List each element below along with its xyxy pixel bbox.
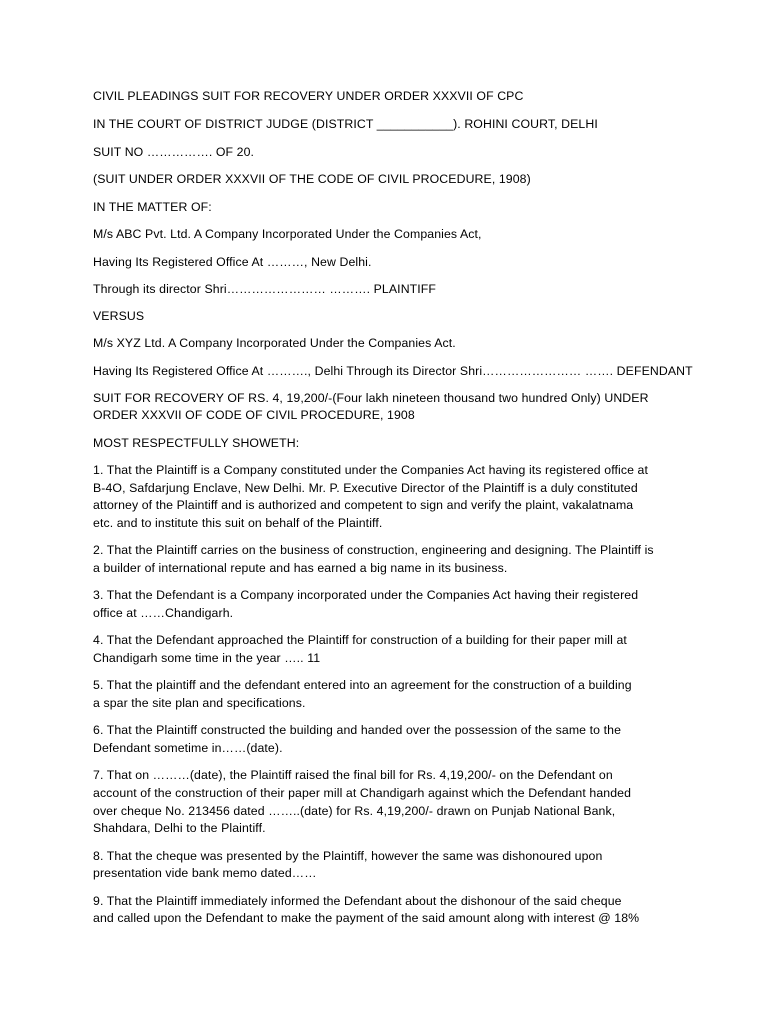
paragraph-line: 3. That the Defendant is a Company incorporated under the Companies Act having their registered [93, 588, 639, 602]
suit-title-line: SUIT FOR RECOVERY OF RS. 4, 19,200/-(Four lakh nineteen thousand two hundred Only) UNDER [93, 391, 649, 405]
paragraph-line: 9. That the Plaintiff immediately informed the Defendant about the dishonour of the said cheque [93, 894, 622, 908]
paragraph-line: Shahdara, Delhi to the Plaintiff. [93, 821, 266, 835]
suit-title-line: ORDER XXXVII OF CODE OF CIVIL PROCEDURE, 1908 [93, 408, 415, 422]
plaintiff-office: Having Its Registered Office At ………, New Delhi. [93, 255, 372, 269]
paragraph-line: presentation vide bank memo dated…… [93, 866, 317, 880]
paragraph-line: office at ……Chandigarh. [93, 606, 234, 620]
suit-type: (SUIT UNDER ORDER XXXVII OF THE CODE OF CIVIL PROCEDURE, 1908) [93, 172, 531, 186]
versus-label: VERSUS [93, 309, 145, 323]
plaintiff-name: M/s ABC Pvt. Ltd. A Company Incorporated Under the Companies Act, [93, 227, 482, 241]
paragraph-line: over cheque No. 213456 dated ……..(date) for Rs. 4,19,200/- drawn on Punjab National Bank, [93, 804, 616, 818]
paragraph-line: etc. and to institute this suit on behalf of the Plaintiff. [93, 516, 383, 530]
paragraph-line: 5. That the plaintiff and the defendant entered into an agreement for the construction of a building [93, 678, 632, 692]
paragraph-line: B-4O, Safdarjung Enclave, New Delhi. Mr. P. Executive Director of the Plaintiff is a duly constituted [93, 481, 638, 495]
paragraph-line: 6. That the Plaintiff constructed the building and handed over the possession of the same to the [93, 723, 622, 737]
paragraph-line: and called upon the Defendant to make the payment of the said amount along with interest @ 18% [93, 911, 640, 925]
paragraph-line: attorney of the Plaintiff and is authorized and competent to sign and verify the plaint, vakalatnama [93, 498, 634, 512]
paragraph-line: 8. That the cheque was presented by the Plaintiff, however the same was dishonoured upon [93, 849, 603, 863]
suit-number: SUIT NO ……………. OF 20. [93, 145, 255, 159]
defendant-office: Having Its Registered Office At ………., Delhi Through its Director Shri…………………… ……. DEFENDANT [93, 364, 693, 378]
plaintiff-director: Through its director Shri…………………… ………. PLAINTIFF [93, 282, 437, 296]
paragraph-line: a builder of international repute and has earned a big name in its business. [93, 561, 508, 575]
court-name: IN THE COURT OF DISTRICT JUDGE (DISTRICT ___________). ROHINI COURT, DELHI [93, 117, 598, 131]
defendant-name: M/s XYZ Ltd. A Company Incorporated Under the Companies Act. [93, 336, 456, 350]
matter-heading: IN THE MATTER OF: [93, 200, 212, 214]
paragraph-line: Defendant sometime in……(date). [93, 741, 283, 755]
paragraph-line: a spar the site plan and specifications. [93, 696, 306, 710]
paragraph-line: account of the construction of their paper mill at Chandigarh against which the Defendant handed [93, 786, 632, 800]
paragraph-line: 4. That the Defendant approached the Plaintiff for construction of a building for their paper mill at [93, 633, 627, 647]
document-heading: CIVIL PLEADINGS SUIT FOR RECOVERY UNDER ORDER XXXVII OF CPC [93, 89, 524, 103]
paragraph-line: 2. That the Plaintiff carries on the business of construction, engineering and designing. The Plaintiff is [93, 543, 654, 557]
paragraph-line: 1. That the Plaintiff is a Company constituted under the Companies Act having its registered office at [93, 463, 648, 477]
paragraph-line: Chandigarh some time in the year ….. 11 [93, 651, 321, 665]
showeth-heading: MOST RESPECTFULLY SHOWETH: [93, 436, 300, 450]
paragraph-line: 7. That on ………(date), the Plaintiff raised the final bill for Rs. 4,19,200/- on the Defendant on [93, 768, 613, 782]
